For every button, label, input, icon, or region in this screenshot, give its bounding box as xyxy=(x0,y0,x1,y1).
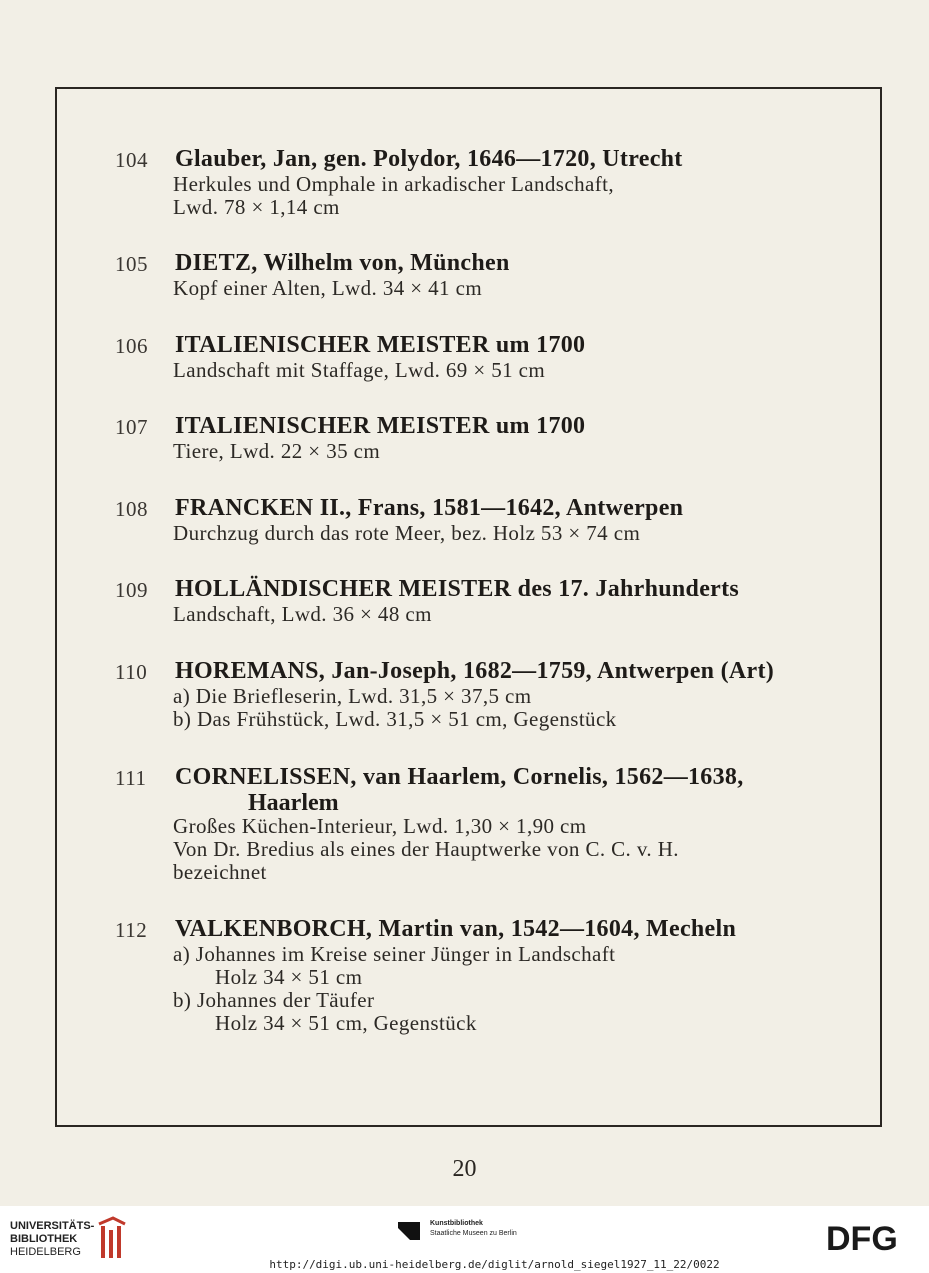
dfg-logo-text: DFG xyxy=(826,1222,898,1254)
entry-heading: DIETZ, Wilhelm von, München xyxy=(175,250,510,276)
entry-number: 109 xyxy=(115,578,148,602)
kb-subtitle: Staatliche Museen zu Berlin xyxy=(430,1230,517,1237)
entry-line: Durchzug durch das rote Meer, bez. Holz 53 × 74 cm xyxy=(173,521,641,545)
entry-line: Herkules und Omphale in arkadischer Landschaft, xyxy=(173,172,614,196)
entry-heading: VALKENBORCH, Martin van, 1542—1604, Mecheln xyxy=(175,916,737,942)
entry-heading: CORNELISSEN, van Haarlem, Cornelis, 1562—1638, xyxy=(175,764,744,790)
page-number: 20 xyxy=(452,1156,477,1182)
entry-line: bezeichnet xyxy=(173,860,267,884)
catalog-entry-109 xyxy=(115,576,835,626)
catalog-entry-108 xyxy=(115,495,835,545)
entry-heading: ITALIENISCHER MEISTER um 1700 xyxy=(175,413,586,439)
entry-number: 104 xyxy=(115,148,148,172)
entry-sub-detail: Holz 34 × 51 cm xyxy=(215,965,363,989)
entry-line: Tiere, Lwd. 22 × 35 cm xyxy=(173,439,381,463)
catalog-entry-111 xyxy=(115,764,835,884)
entry-heading: ITALIENISCHER MEISTER um 1700 xyxy=(175,332,586,358)
entry-heading-continued: Haarlem xyxy=(248,790,339,816)
library-name-line: BIBLIOTHEK xyxy=(10,1233,78,1245)
entry-number: 108 xyxy=(115,497,148,521)
library-name-line: HEIDELBERG xyxy=(10,1246,81,1258)
entry-heading: HOLLÄNDISCHER MEISTER des 17. Jahrhunderts xyxy=(175,576,740,602)
entry-number: 112 xyxy=(115,918,148,942)
kunstbibliothek-label xyxy=(430,1219,517,1239)
entry-number: 110 xyxy=(115,660,148,684)
catalog-entry-106 xyxy=(115,332,835,382)
catalog-entry-105 xyxy=(115,250,835,300)
entry-sub-item: a) Johannes im Kreise seiner Jünger in Landschaft xyxy=(173,942,616,966)
entry-sub-detail: Holz 34 × 51 cm, Gegenstück xyxy=(215,1011,477,1035)
entry-line: Kopf einer Alten, Lwd. 34 × 41 cm xyxy=(173,276,483,300)
catalog-entry-104 xyxy=(115,146,835,219)
entry-heading: HOREMANS, Jan-Joseph, 1682—1759, Antwerpen (Art) xyxy=(175,658,775,684)
entry-line: Von Dr. Bredius als eines der Hauptwerke von C. C. v. H. xyxy=(173,837,679,861)
entry-number: 111 xyxy=(115,766,147,790)
catalog-entry-107 xyxy=(115,413,835,463)
entry-line: Großes Küchen-Interieur, Lwd. 1,30 × 1,90 cm xyxy=(173,814,587,838)
catalog-entry-112 xyxy=(115,916,835,1035)
kunstbibliothek-logo-icon xyxy=(396,1218,422,1244)
entry-line: Landschaft, Lwd. 36 × 48 cm xyxy=(173,602,432,626)
entry-line: a) Die Briefleserin, Lwd. 31,5 × 37,5 cm xyxy=(173,684,532,708)
entry-line: Lwd. 78 × 1,14 cm xyxy=(173,195,340,219)
entry-heading: FRANCKEN II., Frans, 1581—1642, Antwerpen xyxy=(175,495,684,521)
source-url[interactable]: http://digi.ub.uni-heidelberg.de/diglit/arnold_siegel1927_11_22/0022 xyxy=(269,1258,720,1271)
entry-line: Landschaft mit Staffage, Lwd. 69 × 51 cm xyxy=(173,358,546,382)
entry-heading: Glauber, Jan, gen. Polydor, 1646—1720, Utrecht xyxy=(175,146,683,172)
university-library-logo xyxy=(10,1220,94,1259)
library-emblem-icon xyxy=(95,1216,129,1262)
digitization-footer xyxy=(0,1206,929,1273)
entry-line: b) Das Frühstück, Lwd. 31,5 × 51 cm, Gegenstück xyxy=(173,707,617,731)
library-name-line: UNIVERSITÄTS- xyxy=(10,1220,95,1232)
dfg-logo-icon xyxy=(826,1222,918,1254)
entry-number: 107 xyxy=(115,415,148,439)
catalog-entry-110 xyxy=(115,658,835,731)
kb-title: Kunstbibliothek xyxy=(430,1220,483,1227)
entry-number: 106 xyxy=(115,334,148,358)
entry-sub-item: b) Johannes der Täufer xyxy=(173,988,375,1012)
entry-number: 105 xyxy=(115,252,148,276)
